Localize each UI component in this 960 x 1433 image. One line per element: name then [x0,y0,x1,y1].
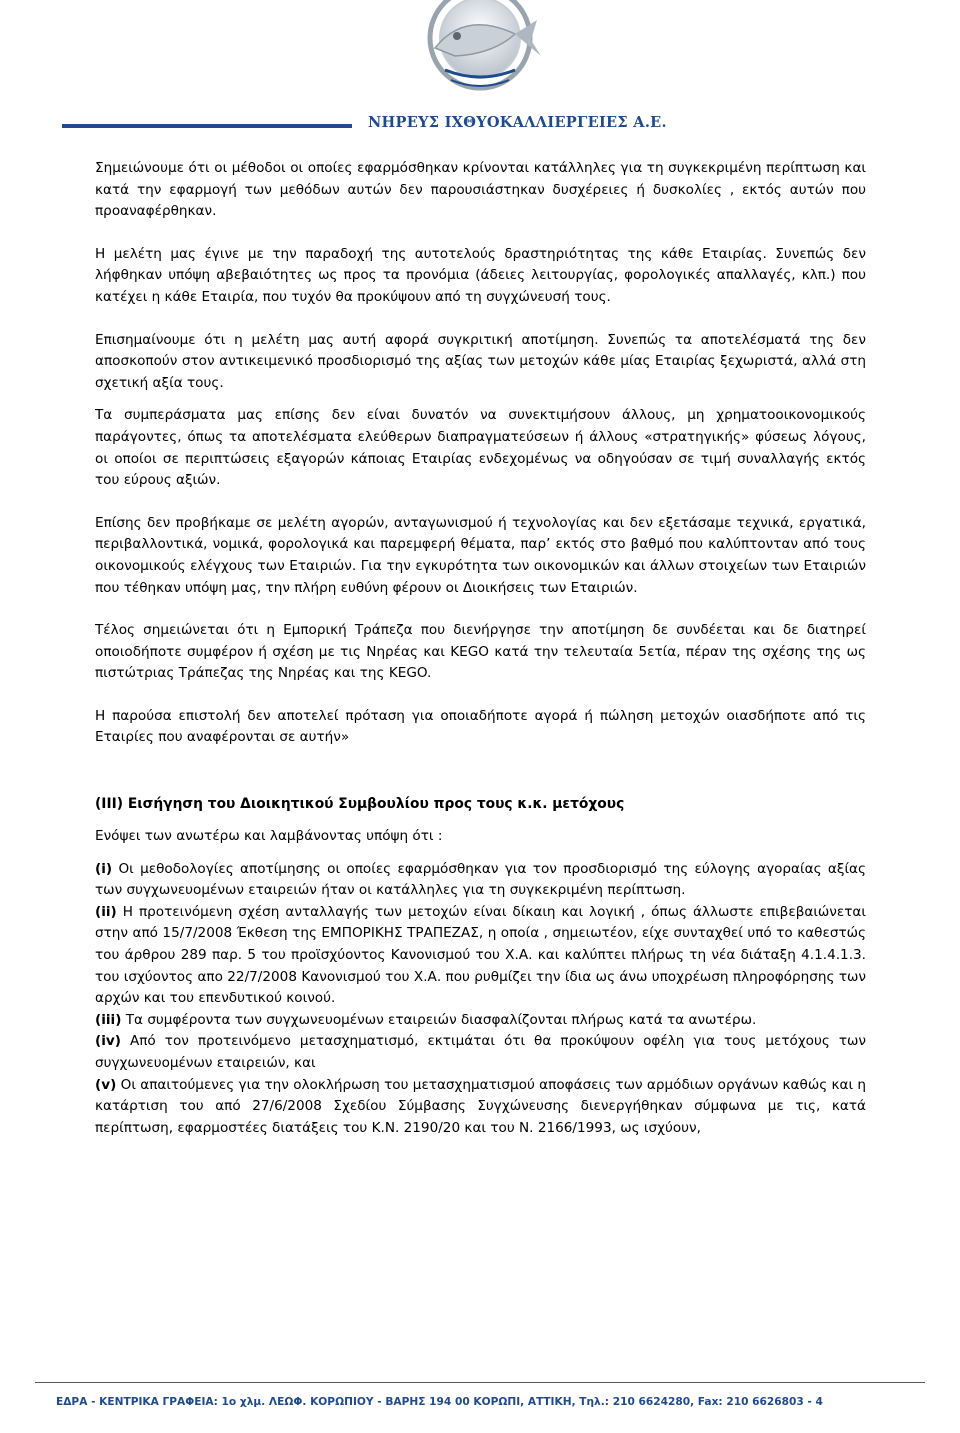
footer-address [56,1396,823,1408]
paragraph-conclusions: Τα συμπεράσματα μας επίσης δεν είναι δυνατόν να συνεκτιμήσουν άλλους, μη χρηματοοικονομικούς παράγοντες, όπως τα αποτελέσματα ελεύθερων διαπραγματεύσεων ή άλλους «στρατηγικής» φύσεως λόγους, οι οποίοι σε περιπτώσεις εξαγορών κάποιας Εταιρίας ενδεχομένως να οδηγούσαν σε τιμή συναλλαγής εκτός του εύρους αξιών. [95,407,866,489]
item-number: (i) [95,860,113,877]
list-item [95,1075,866,1140]
considerations-list [95,859,866,1140]
fish-logo-icon [395,0,565,112]
item-text: Οι μεθοδολογίες αποτίμησης οι οποίες εφαρμόσθηκαν για τον προσδιορισμό της εύλογης αγοραίας αξίας των συγχωνευομένων εταιρειών ήταν οι κατάλληλες για τη συγκεκριμένη περίπτωση. [95,860,866,899]
item-number: (ii) [95,903,117,920]
document-body [95,158,866,1139]
paragraph-intro: Ενόψει των ανωτέρω και λαμβάνοντας υπόψη ότι : [95,828,443,845]
paragraph-assumptions: Η μελέτη μας έγινε με την παραδοχή της αυτοτελούς δραστηριότητας της κάθε Εταιρίας. Συνεπώς δεν λήφθηκαν υπόψη αβεβαιότητες ως προς τα προνόμια (άδειες λειτουργίας, φορολογικές απαλλαγές, κλπ.) που κατέχει η κάθε Εταιρία, που τυχόν θα προκύψουν από τη συγχώνευσή τους. [95,245,866,305]
list-item [95,859,866,902]
item-number: (iii) [95,1011,122,1028]
item-text: Η προτεινόμενη σχέση ανταλλαγής των μετοχών είναι δίκαιη και λογική , όπως άλλωστε επιβεβαιώνεται στην από 15/7/2008 Έκθεση της ΕΜΠΟΡΙΚΗΣ ΤΡΑΠΕΖΑΣ, η οποία , σημειωτέον, είχε συνταχθεί υπό το καθεστώς του άρθρου 289 παρ. 5 του προϊσχύοντος Κανονισμού του Χ.Α. και καλύπτει πλήρως τη νέα διάταξη 4.1.4.1.3. του ισχύοντος απο 22/7/2008 Κανονισμού του Χ.Α. που ρυθμίζει την ίδια ως άνω υποχρέωση πληροφόρησης των αρχών και του επενδυτικού κοινού. [95,903,866,1007]
letterhead [0,0,960,140]
item-text: Οι απαιτούμενες για την ολοκλήρωση του μετασχηματισμού αποφάσεις των αρμόδιων οργάνων καθώς και η κατάρτιση του από 27/6/2008 Σχεδίου Σύμβασης Συγχώνευσης διενεργήθηκαν σύμφωνα με τις, κατά περίπτωση, εφαρμοστέες διατάξεις του Κ.Ν. 2190/20 και του Ν. 2166/1993, ως ισχύουν, [95,1076,867,1136]
footer-rule [35,1382,925,1383]
item-text: Τα συμφέροντα των συγχωνευομένων εταιρειών διασφαλίζονται πλήρως κατά τα ανωτέρω. [121,1011,757,1028]
list-item [95,1031,866,1074]
footer-details: 1ο χλμ. ΛΕΩΦ. ΚΟΡΩΠΙΟΥ - ΒΑΡΗΣ 194 00 ΚΟΡΩΠΙ, ΑΤΤΙΚΗ, Τηλ.: 210 6624280, Fax: 210 6626803 - 4 [217,1396,823,1408]
header-rule [62,124,352,128]
paragraph-methods: Σημειώνουμε ότι οι μέθοδοι οι οποίες εφαρμόσθηκαν κρίνονται κατάλληλες για τη συγκεκριμένη περίπτωση και κατά την εφαρμογή των μεθόδων αυτών δεν παρουσιάστηκαν δυσχέρειες ή δυσκολίες , εκτός αυτών που προαναφέρθηκαν. [95,160,866,220]
footer-label: ΕΔΡΑ - ΚΕΝΤΡΙΚΑ ΓΡΑΦΕΙΑ: [56,1396,218,1408]
company-name: ΝΗΡΕΥΣ ΙΧΘΥΟΚΑΛΛΙΕΡΓΕΙΕΣ Α.Ε. [368,114,667,131]
item-text: Από τον προτεινόμενο μετασχηματισμό, εκτιμάται ότι θα προκύψουν οφέλη για τους μετόχους των συγχωνευομένων εταιρειών, και [95,1033,866,1071]
paragraph-scope: Επίσης δεν προβήκαμε σε μελέτη αγορών, ανταγωνισμού ή τεχνολογίας και δεν εξετάσαμε τεχνικά, εργατικά, περιβαλλοντικά, νομικά, φορολογικά και παρεμφερή θέματα, παρ’ εκτός στο βαθμό που καλύπτονταν από τους οικονομικούς ελέγχους των Εταιριών. Για την εγκυρότητα των οικονομικών και άλλων στοιχείων των Εταιριών που τέθηκαν υπόψη μας, την πλήρη ευθύνη φέρουν οι Διοικήσεις των Εταιριών. [95,514,866,596]
paragraph-bank-independence: Τέλος σημειώνεται ότι η Εμπορική Τράπεζα που διενήργησε την αποτίμηση δε συνδέεται και δε διατηρεί οποιοδήποτε συμφέρον ή σχέση με τις Νηρέας και KEGO κατά την τελευταία 5ετία, πέραν της σχέσης της ως πιστώτριας Τράπεζας της Νηρέας και της KEGO. [95,622,866,682]
item-number: (v) [95,1076,117,1093]
list-item [95,1010,866,1032]
item-number: (iv) [95,1033,121,1050]
list-item [95,902,866,1010]
paragraph-not-offer: Η παρούσα επιστολή δεν αποτελεί πρόταση για οποιαδήποτε αγορά ή πώληση μετοχών οιασδήποτε από τις Εταιρίες που αναφέρονται σε αυτήν» [95,707,866,746]
section-heading: (ΙΙΙ) Εισήγηση του Διοικητικού Συμβουλίου προς τους κ.κ. μετόχους [95,796,625,813]
paragraph-comparative-valuation: Επισημαίνουμε ότι η μελέτη μας αυτή αφορά συγκριτική αποτίμηση. Συνεπώς τα αποτελέσματά της δεν αποσκοπούν στον αντικειμενικό προσδιορισμό της αξίας των μετοχών κάθε μίας Εταιρίας ξεχωριστά, αλλά στη σχετική αξία τους. [95,331,866,391]
